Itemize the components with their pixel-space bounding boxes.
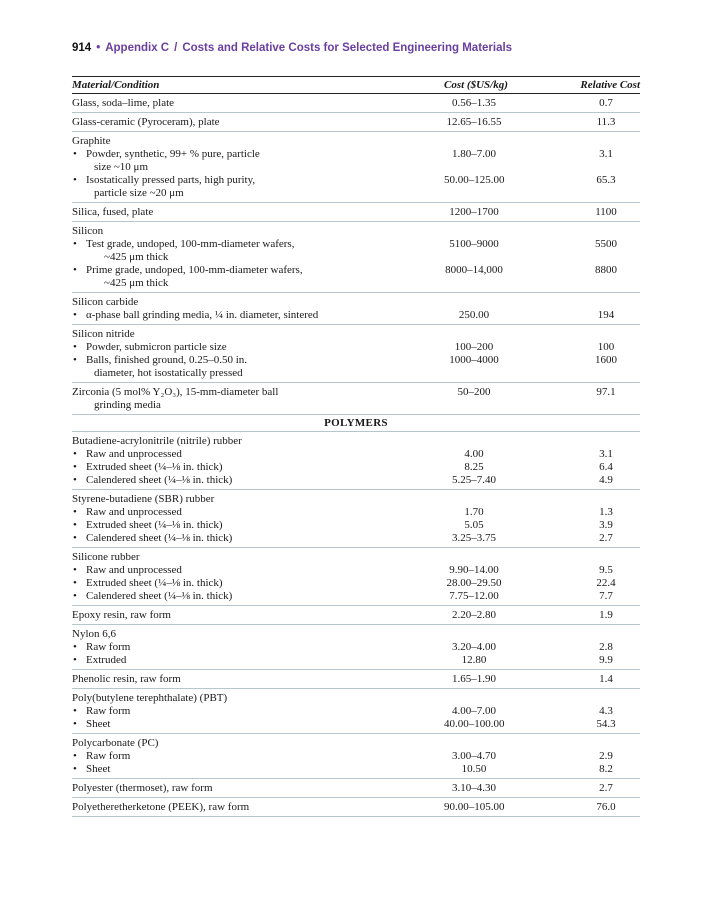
material-text: Butadiene-acrylonitrile (nitrile) rubber — [72, 435, 242, 447]
row-line — [72, 705, 640, 718]
row-line — [72, 161, 640, 174]
material-text: Raw and unprocessed — [86, 564, 182, 576]
material-text: Graphite — [72, 135, 111, 147]
relative-cost-value: 2.7 — [599, 532, 613, 544]
cost-value: 0.56–1.35 — [452, 97, 496, 109]
header-separator: / — [174, 42, 178, 54]
material-text: Silicon carbide — [72, 296, 139, 308]
relative-cost-value: 22.4 — [596, 577, 616, 589]
relative-cost-value: 3.9 — [599, 519, 613, 531]
cost-value: 250.00 — [458, 309, 490, 321]
relative-cost-value: 4.9 — [599, 474, 613, 486]
page-number: 914 — [72, 42, 92, 54]
material-text: Balls, finished ground, 0.25–0.50 in. — [86, 354, 248, 366]
row-line — [72, 551, 640, 564]
table-row — [72, 490, 640, 548]
relative-cost-value: 3.1 — [599, 448, 613, 460]
row-line — [72, 328, 640, 341]
cost-value: 4.00–7.00 — [452, 705, 496, 717]
row-line — [72, 718, 640, 731]
row-line — [72, 296, 640, 309]
row-line — [72, 654, 640, 667]
relative-cost-value: 0.7 — [599, 97, 613, 109]
row-line — [72, 354, 640, 367]
table-row — [72, 734, 640, 779]
relative-cost-value: 8800 — [595, 264, 617, 276]
row-line — [72, 673, 640, 686]
table-row — [72, 113, 640, 132]
relative-cost-value: 8.2 — [599, 763, 613, 775]
column-header-relative: Relative Cost — [580, 79, 640, 91]
appendix-title: Costs and Relative Costs for Selected Engineering Materials — [182, 42, 513, 54]
cost-value: 7.75–12.00 — [449, 590, 499, 602]
row-line — [72, 801, 640, 814]
relative-cost-value: 1600 — [595, 354, 617, 366]
row-line — [72, 174, 640, 187]
relative-cost-value: 6.4 — [599, 461, 613, 473]
relative-cost-value: 5500 — [595, 238, 617, 250]
appendix-label: Appendix C — [105, 42, 170, 54]
ceramics-rows — [72, 94, 640, 415]
cost-value: 28.00–29.50 — [446, 577, 502, 589]
row-line — [72, 435, 640, 448]
row-line — [72, 750, 640, 763]
relative-cost-value: 97.1 — [596, 386, 616, 398]
row-line — [72, 187, 640, 200]
row-line — [72, 367, 640, 380]
row-line — [72, 532, 640, 545]
table-row — [72, 548, 640, 606]
material-text: Raw and unprocessed — [86, 506, 182, 518]
table-row — [72, 383, 640, 415]
table-row — [72, 222, 640, 293]
cost-value: 50.00–125.00 — [444, 174, 505, 186]
relative-cost-value: 65.3 — [596, 174, 616, 186]
material-text: Powder, synthetic, 99+ % pure, particle — [86, 148, 260, 160]
relative-cost-value: 4.3 — [599, 705, 613, 717]
table-row — [72, 670, 640, 689]
cost-value: 4.00 — [464, 448, 484, 460]
material-text: Isostatically pressed parts, high purity, — [86, 174, 256, 186]
relative-cost-value: 1.9 — [599, 609, 613, 621]
row-line — [72, 264, 640, 277]
material-text: Poly(butylene terephthalate) (PBT) — [72, 692, 228, 704]
table-row — [72, 203, 640, 222]
material-text: size ~10 μm — [94, 161, 149, 173]
cost-value: 12.80 — [461, 654, 487, 666]
cost-value: 50–200 — [457, 386, 491, 398]
row-line — [72, 116, 640, 129]
row-line — [72, 341, 640, 354]
cost-value: 8.25 — [464, 461, 484, 473]
material-text: Silica, fused, plate — [72, 206, 154, 218]
relative-cost-value: 2.9 — [599, 750, 613, 762]
material-text: ~425 μm thick — [104, 251, 169, 263]
material-text: ~425 μm thick — [104, 277, 169, 289]
material-text: Silicon nitride — [72, 328, 135, 340]
relative-cost-value: 1100 — [595, 206, 617, 218]
material-text: α-phase ball grinding media, ¼ in. diameter, sintered — [86, 309, 319, 321]
table-row — [72, 798, 640, 817]
relative-cost-value: 9.5 — [599, 564, 613, 576]
table-row — [72, 293, 640, 325]
cost-table — [72, 76, 640, 817]
relative-cost-value: 1.4 — [599, 673, 613, 685]
material-text: Extruded — [86, 654, 127, 666]
cost-value: 90.00–105.00 — [444, 801, 505, 813]
row-line — [72, 519, 640, 532]
material-text: Polyester (thermoset), raw form — [72, 782, 213, 794]
material-text: Extruded sheet (¼–⅛ in. thick) — [86, 461, 223, 473]
row-line — [72, 399, 640, 412]
table-row — [72, 132, 640, 203]
row-line — [72, 506, 640, 519]
row-line — [72, 386, 640, 399]
row-line — [72, 225, 640, 238]
relative-cost-value: 9.9 — [599, 654, 613, 666]
row-line — [72, 474, 640, 487]
row-line — [72, 782, 640, 795]
row-line — [72, 763, 640, 776]
header-dot: • — [96, 42, 101, 54]
material-text: Raw form — [86, 705, 131, 717]
table-row — [72, 325, 640, 383]
table-header — [72, 76, 640, 94]
material-text: Polycarbonate (PC) — [72, 737, 159, 749]
material-text: Silicon — [72, 225, 104, 237]
material-text: Glass-ceramic (Pyroceram), plate — [72, 116, 220, 128]
row-line — [72, 238, 640, 251]
row-line — [72, 135, 640, 148]
running-header — [72, 42, 512, 54]
table-row — [72, 432, 640, 490]
relative-cost-value: 76.0 — [596, 801, 616, 813]
material-text: diameter, hot isostatically pressed — [94, 367, 243, 379]
material-text: Raw form — [86, 641, 131, 653]
cost-value: 3.00–4.70 — [452, 750, 496, 762]
cost-value: 40.00–100.00 — [444, 718, 505, 730]
material-text: Glass, soda–lime, plate — [72, 97, 175, 109]
material-text: Calendered sheet (¼–⅛ in. thick) — [86, 532, 233, 544]
material-text: Calendered sheet (¼–⅛ in. thick) — [86, 474, 233, 486]
material-text: Sheet — [86, 763, 111, 775]
cost-value: 1.70 — [464, 506, 484, 518]
cost-value: 1.80–7.00 — [452, 148, 496, 160]
relative-cost-value: 7.7 — [599, 590, 613, 602]
cost-value: 12.65–16.55 — [446, 116, 502, 128]
row-line — [72, 590, 640, 603]
material-text: grinding media — [94, 399, 161, 411]
cost-value: 5.05 — [464, 519, 484, 531]
material-text: Epoxy resin, raw form — [72, 609, 171, 621]
relative-cost-value: 1.3 — [599, 506, 613, 518]
cost-value: 1200–1700 — [449, 206, 499, 218]
row-line — [72, 692, 640, 705]
section-heading-polymers: POLYMERS — [72, 415, 640, 432]
relative-cost-value: 54.3 — [596, 718, 616, 730]
material-text: Styrene-butadiene (SBR) rubber — [72, 493, 215, 505]
row-line — [72, 461, 640, 474]
row-line — [72, 564, 640, 577]
row-line — [72, 448, 640, 461]
polymer-rows — [72, 432, 640, 817]
relative-cost-value: 2.8 — [599, 641, 613, 653]
cost-value: 1000–4000 — [449, 354, 499, 366]
row-line — [72, 97, 640, 110]
table-row — [72, 625, 640, 670]
row-line — [72, 206, 640, 219]
row-line — [72, 641, 640, 654]
cost-value: 1.65–1.90 — [452, 673, 496, 685]
cost-value: 5.25–7.40 — [452, 474, 496, 486]
row-line — [72, 251, 640, 264]
relative-cost-value: 3.1 — [599, 148, 613, 160]
row-line — [72, 309, 640, 322]
material-text: Zirconia (5 mol% Y₂O₃), 15-mm-diameter ball — [72, 386, 279, 398]
row-line — [72, 577, 640, 590]
row-line — [72, 628, 640, 641]
relative-cost-value: 194 — [597, 309, 615, 321]
cost-value: 100–200 — [454, 341, 494, 353]
material-text: Test grade, undoped, 100-mm-diameter wafers, — [86, 238, 295, 250]
row-line — [72, 148, 640, 161]
cost-value: 3.20–4.00 — [452, 641, 496, 653]
row-line — [72, 277, 640, 290]
cost-value: 8000–14,000 — [445, 264, 503, 276]
column-header-cost: Cost ($US/kg) — [444, 79, 508, 91]
material-text: Prime grade, undoped, 100-mm-diameter wafers, — [86, 264, 303, 276]
relative-cost-value: 11.3 — [596, 116, 616, 128]
material-text: Silicone rubber — [72, 551, 140, 563]
material-text: Extruded sheet (¼–⅛ in. thick) — [86, 577, 223, 589]
material-text: Extruded sheet (¼–⅛ in. thick) — [86, 519, 223, 531]
cost-value: 9.90–14.00 — [449, 564, 499, 576]
table-row — [72, 779, 640, 798]
table-row — [72, 689, 640, 734]
cost-value: 3.25–3.75 — [452, 532, 496, 544]
material-text: Sheet — [86, 718, 111, 730]
material-text: Nylon 6,6 — [72, 628, 116, 640]
row-line — [72, 493, 640, 506]
table-row — [72, 606, 640, 625]
material-text: particle size ~20 μm — [94, 187, 184, 199]
cost-value: 10.50 — [461, 763, 487, 775]
material-text: Raw form — [86, 750, 131, 762]
row-line — [72, 609, 640, 622]
cost-value: 5100–9000 — [449, 238, 499, 250]
material-text: Powder, submicron particle size — [86, 341, 227, 353]
relative-cost-value: 2.7 — [599, 782, 613, 794]
material-text: Polyetheretherketone (PEEK), raw form — [72, 801, 250, 813]
row-line — [72, 737, 640, 750]
relative-cost-value: 100 — [597, 341, 615, 353]
material-text: Raw and unprocessed — [86, 448, 182, 460]
cost-value: 2.20–2.80 — [452, 609, 496, 621]
material-text: Calendered sheet (¼–⅛ in. thick) — [86, 590, 233, 602]
column-header-material: Material/Condition — [72, 79, 160, 91]
cost-value: 3.10–4.30 — [452, 782, 496, 794]
material-text: Phenolic resin, raw form — [72, 673, 181, 685]
table-row — [72, 94, 640, 113]
